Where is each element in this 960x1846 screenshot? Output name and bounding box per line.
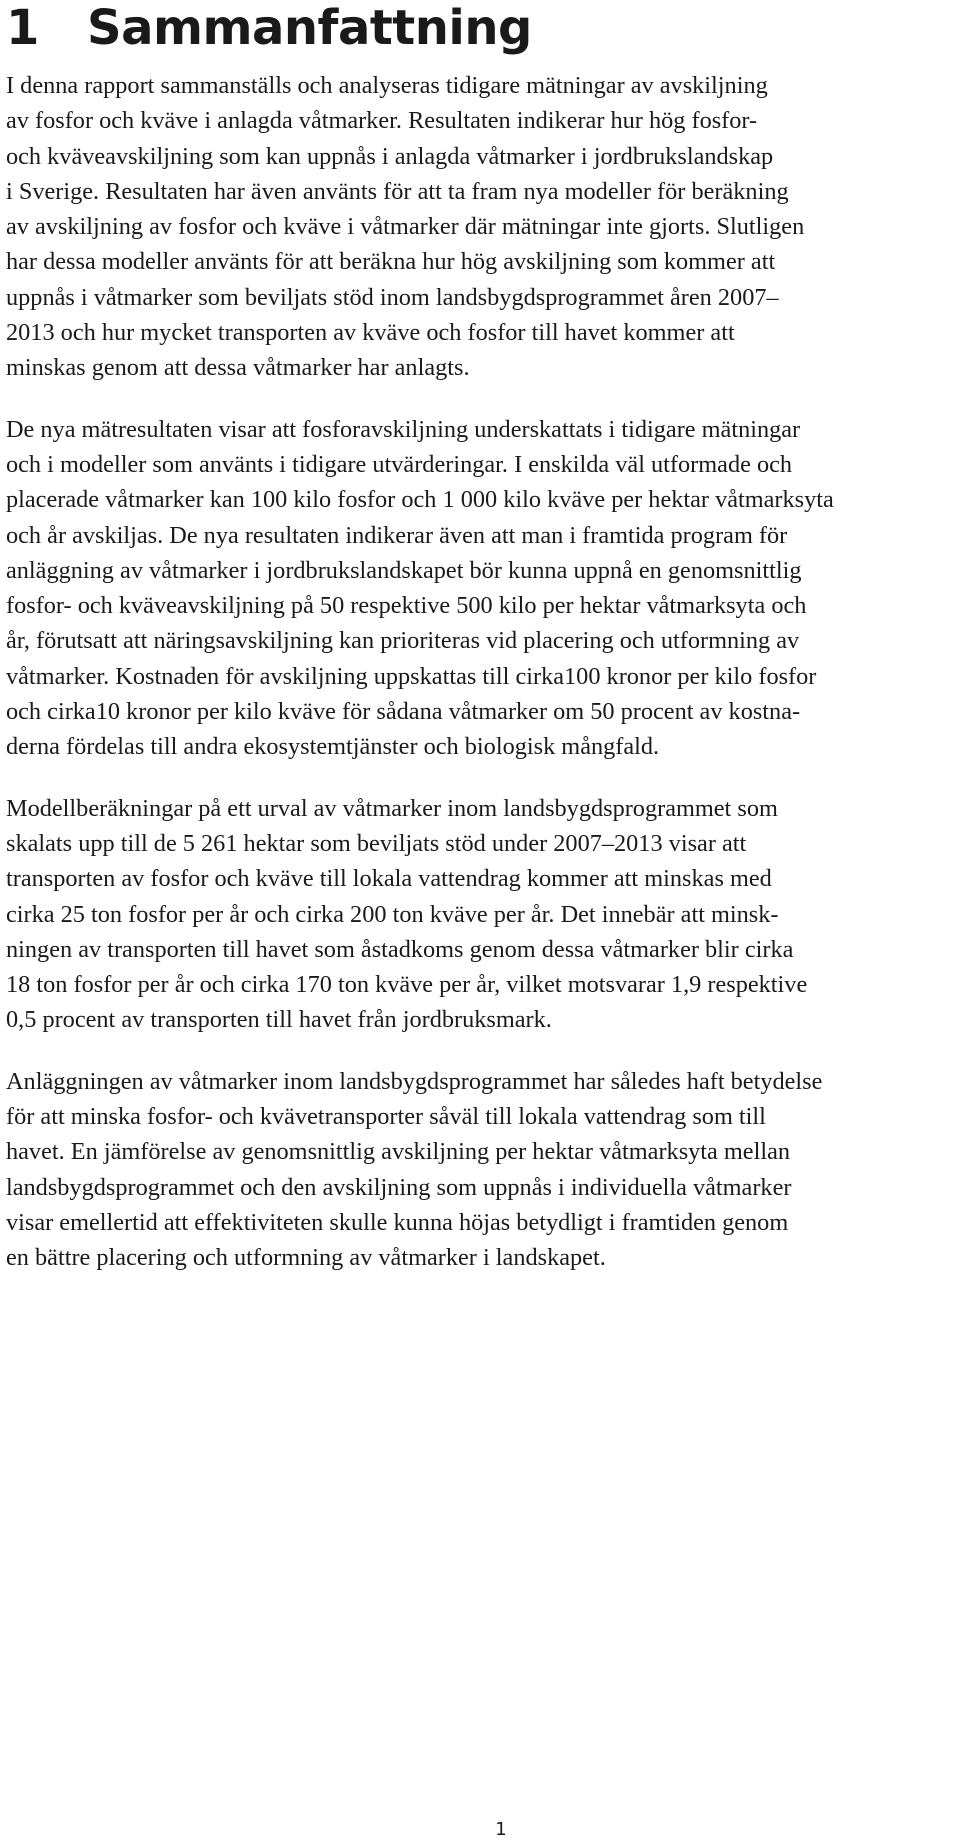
paragraph-line: uppnås i våtmarker som beviljats stöd inom landsbygdsprogrammet åren 2007– [6,283,779,311]
paragraph-line: fosfor- och kväveavskiljning på 50 respektive 500 kilo per hektar våtmarksyta och [6,592,807,620]
chapter-number: 1 [6,0,39,56]
paragraph-line: cirka 25 ton fosfor per år och cirka 200 ton kväve per år. Det innebär att minsk- [6,900,779,928]
chapter-heading [6,0,532,56]
paragraph-line: anläggning av våtmarker i jordbrukslandskapet bör kunna uppnå en genomsnittlig [6,556,802,584]
body-paragraph [6,68,954,386]
body-paragraph [6,1064,954,1276]
paragraph-line: landsbygdsprogrammet och den avskiljning som uppnås i individuella våtmarker [6,1173,792,1201]
paragraph-line: och cirka10 kronor per kilo kväve för sådana våtmarker om 50 procent av kostna- [6,698,801,726]
page-number: 1 [495,1819,507,1840]
paragraph-line: och i modeller som använts i tidigare utvärderingar. I enskilda väl utformade och [6,450,793,478]
paragraph-line: och kväveavskiljning som kan uppnås i anlagda våtmarker i jordbrukslandskap [6,142,774,170]
paragraph-line: för att minska fosfor- och kvävetransporter såväl till lokala vattendrag som till [6,1103,766,1131]
paragraph-line: De nya mätresultaten visar att fosforavskiljning underskattats i tidigare mätningar [6,415,801,443]
paragraph-line: av fosfor och kväve i anlagda våtmarker. Resultaten indikerar hur hög fosfor- [6,107,758,135]
paragraph-line: Anläggningen av våtmarker inom landsbygdsprogrammet har således haft betydelse [6,1067,823,1095]
paragraph-line: Modellberäkningar på ett urval av våtmarker inom landsbygdsprogrammet som [6,794,778,822]
paragraph-line: minskas genom att dessa våtmarker har anlagts. [6,354,470,382]
paragraph-line: 18 ton fosfor per år och cirka 170 ton kväve per år, vilket motsvarar 1,9 respektive [6,971,808,999]
summary-body [6,68,954,1302]
body-paragraph [6,412,954,765]
paragraph-line: placerade våtmarker kan 100 kilo fosfor och 1 000 kilo kväve per hektar våtmarksyta [6,486,834,514]
paragraph-line: har dessa modeller använts för att beräkna hur hög avskiljning som kommer att [6,248,776,276]
chapter-title: Sammanfattning [87,0,532,56]
paragraph-line: år, förutsatt att näringsavskiljning kan prioriteras vid placering och utformning av [6,627,800,655]
paragraph-line: och år avskiljas. De nya resultaten indikerar även att man i framtida program för [6,521,788,549]
paragraph-line: ningen av transporten till havet som åstadkoms genom dessa våtmarker blir cirka [6,935,794,963]
paragraph-line: visar emellertid att effektiviteten skulle kunna höjas betydligt i framtiden genom [6,1208,789,1236]
paragraph-line: våtmarker. Kostnaden för avskiljning uppskattas till cirka100 kronor per kilo fosfor [6,662,817,690]
paragraph-line: av avskiljning av fosfor och kväve i våtmarker där mätningar inte gjorts. Slutligen [6,213,805,241]
paragraph-line: 2013 och hur mycket transporten av kväve och fosfor till havet kommer att [6,319,735,347]
paragraph-line: skalats upp till de 5 261 hektar som beviljats stöd under 2007–2013 visar att [6,829,747,857]
paragraph-line: derna fördelas till andra ekosystemtjänster och biologisk mångfald. [6,733,660,761]
body-paragraph [6,791,954,1038]
paragraph-line: transporten av fosfor och kväve till lokala vattendrag kommer att minskas med [6,865,772,893]
paragraph-line: 0,5 procent av transporten till havet från jordbruksmark. [6,1006,552,1034]
paragraph-line: i Sverige. Resultaten har även använts för att ta fram nya modeller för beräkning [6,177,789,205]
paragraph-line: I denna rapport sammanställs och analyseras tidigare mätningar av avskiljning [6,72,768,99]
paragraph-line: havet. En jämförelse av genomsnittlig avskiljning per hektar våtmarksyta mellan [6,1138,791,1166]
paragraph-line: en bättre placering och utformning av våtmarker i landskapet. [6,1244,606,1272]
